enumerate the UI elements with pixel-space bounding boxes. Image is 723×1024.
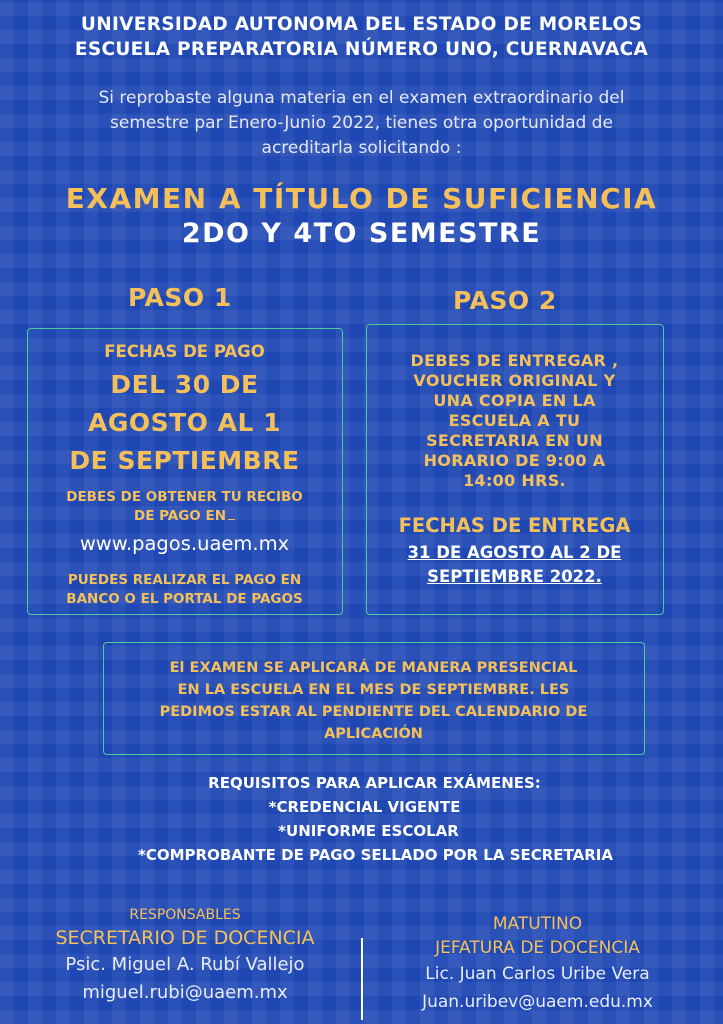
exam-title: EXAMEN A TÍTULO DE SUFICIENCIA [65,182,658,215]
receipt-underscore [228,519,235,520]
requirement-payment-proof: *COMPROBANTE DE PAGO SELLADO POR LA SECRETARIA [138,846,613,864]
notice-line-1: El EXAMEN SE APLICARÁ DE MANERA PRESENCIAL [169,660,578,676]
school-name: ESCUELA PREPARATORIA NÚMERO UNO, CUERNAVACA [74,39,649,60]
payment-option-line-1: PUEDES REALIZAR EL PAGO EN [67,572,302,588]
requirements-title: REQUISITOS PARA APLICAR EXÁMENES: [208,774,541,792]
payment-option-line-2: BANCO O EL PORTAL DE PAGOS [66,591,303,607]
step-1-box [27,328,343,615]
right-email[interactable]: Juan.uribev@uaem.edu.mx [422,992,653,1012]
delivery-dates-line-2: SEPTIEMBRE 2022. [427,567,602,586]
deliver-line-3: UNA COPIA EN LA [433,391,596,410]
payment-dates-line-3: DE SEPTIEMBRE [69,446,300,475]
receipt-line-2-text: DE PAGO EN [133,508,226,524]
responsables-label: RESPONSABLES [129,907,241,923]
step-1-heading: PASO 1 [128,283,232,312]
deliver-line-2: VOUCHER ORIGINAL Y [413,371,616,390]
notice-line-3: PEDIMOS ESTAR AL PENDIENTE DEL CALENDARIO DE [159,704,588,720]
university-name: UNIVERSIDAD AUTONOMA DEL ESTADO DE MORELOS [80,14,643,35]
intro-line-2: semestre par Enero-Junio 2022, tienes otra oportunidad de [110,113,613,133]
right-name: Lic. Juan Carlos Uribe Vera [425,964,650,984]
receipt-line-2 [28,507,341,526]
payment-portal-link[interactable]: www.pagos.uaem.mx [79,532,290,555]
step-2-heading: PASO 2 [453,286,557,315]
delivery-dates-label: FECHAS DE ENTREGA [398,514,631,537]
deliver-line-5: SECRETARIA EN UN [426,431,603,450]
left-role: SECRETARIO DE DOCENCIA [55,927,315,949]
requirements [0,771,723,867]
university-header [0,12,723,62]
intro-line-1: Si reprobaste alguna materia en el examen extraordinario del [98,88,625,108]
requirement-credential: *CREDENCIAL VIGENTE [268,798,461,816]
footer-divider [361,938,363,1020]
right-role: JEFATURA DE DOCENCIA [435,938,640,958]
left-name: Psic. Miguel A. Rubí Vallejo [65,954,305,975]
step-2-box [366,324,664,615]
exam-notice-box [103,642,645,755]
payment-dates-label: FECHAS DE PAGO [104,342,265,361]
footer-right [370,912,705,1016]
intro-text [30,86,693,161]
payment-dates-line-1: DEL 30 DE [110,370,259,399]
deliver-line-6: HORARIO DE 9:00 A [423,451,606,470]
exam-subtitle: 2DO Y 4TO SEMESTRE [181,218,542,249]
left-email[interactable]: miguel.rubi@uaem.mx [82,982,288,1003]
payment-dates-line-2: AGOSTO AL 1 [87,408,281,437]
notice-text [104,657,643,745]
notice-line-2: EN LA ESCUELA EN EL MES DE SEPTIEMBRE. LES [177,682,570,698]
delivery-dates-line-1: 31 DE AGOSTO AL 2 DE [407,543,622,562]
deliver-line-4: ESCUELA A TU [448,411,581,430]
requirement-uniform: *UNIFORME ESCOLAR [278,822,459,840]
receipt-line-1: DEBES DE OBTENER TU RECIBO [66,489,303,505]
matutino-label: MATUTINO [492,914,583,934]
deliver-line-7: 14:00 HRS. [463,471,566,490]
intro-line-3: acreditarla solicitando : [261,138,462,158]
notice-line-4: APLICACIÓN [324,726,423,742]
footer-left [20,905,350,1007]
deliver-line-1: DEBES DE ENTREGAR , [410,351,619,370]
